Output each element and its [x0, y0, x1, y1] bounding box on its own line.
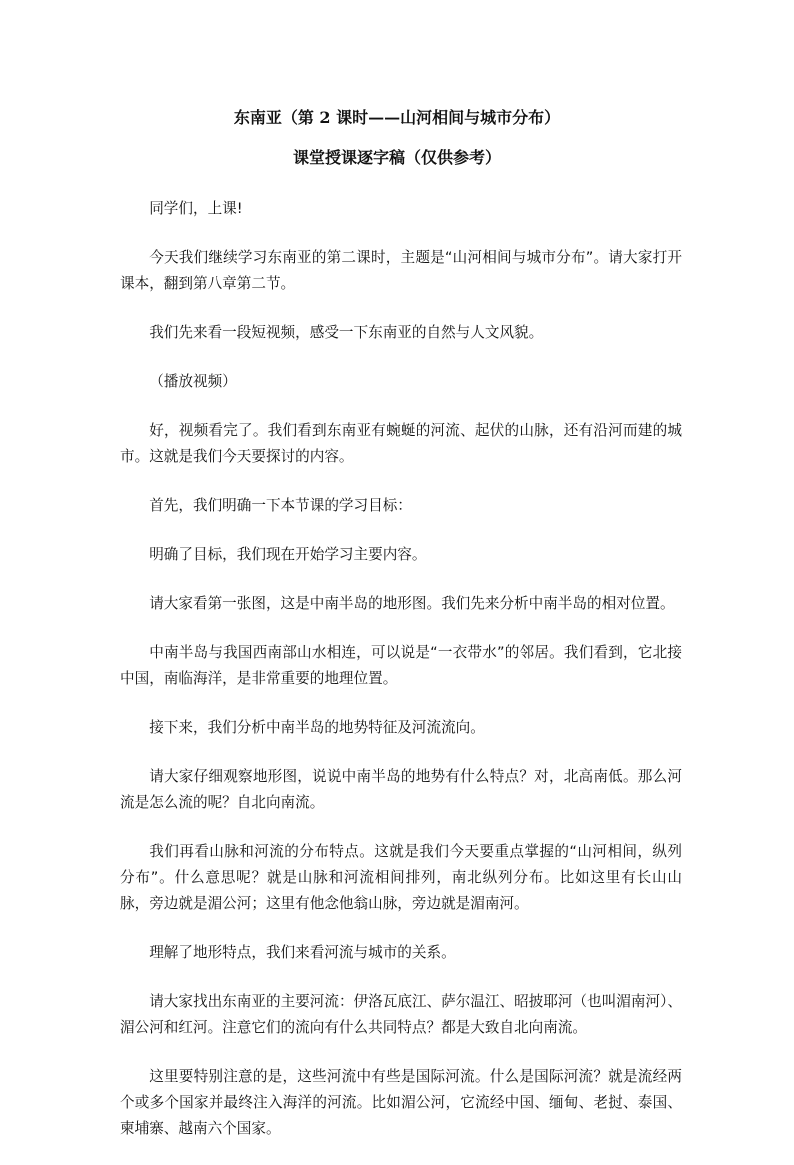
paragraph: 首先，我们明确一下本节课的学习目标：	[149, 497, 412, 514]
document-subtitle: 课堂授课逐字稿（仅供参考）	[292, 148, 501, 167]
paragraph: 请大家仔细观察地形图，说说中南半岛的地势有什么特点？对，北高南低。那么河流是怎么流的呢？自北向南流。	[120, 768, 682, 811]
paragraph: 好，视频看完了。我们看到东南亚有蜿蜒的河流、起伏的山脉，还有沿河而建的城市。这就是我们今天要探讨的内容。	[120, 422, 682, 465]
paragraph: （播放视频）	[149, 373, 237, 390]
document-body	[120, 196, 682, 1165]
paragraph: 同学们，上课!	[149, 200, 243, 217]
paragraph: 今天我们继续学习东南亚的第二课时，主题是“山河相间与城市分布”。请大家打开课本，翻到第八章第二节。	[120, 249, 682, 292]
paragraph: 中南半岛与我国西南部山水相连，可以说是“一衣带水”的邻居。我们看到，它北接中国，南临海洋，是非常重要的地理位置。	[120, 644, 682, 687]
paragraph: 我们先来看一段短视频，感受一下东南亚的自然与人文风貌。	[149, 324, 544, 341]
paragraph: 这里要特别注意的是，这些河流中有些是国际河流。什么是国际河流？就是流经两个或多个国家并最终注入海洋的河流。比如湄公河，它流经中国、缅甸、老挝、泰国、柬埔寨、越南六个国家。	[120, 1068, 682, 1137]
document-title: 东南亚（第 2 课时——山河相间与城市分布）	[233, 108, 561, 127]
paragraph: 请大家看第一张图，这是中南半岛的地形图。我们先来分析中南半岛的相对位置。	[149, 595, 675, 612]
paragraph: 明确了目标，我们现在开始学习主要内容。	[149, 546, 427, 563]
paragraph: 请大家找出东南亚的主要河流：伊洛瓦底江、萨尔温江、昭披耶河（也叫湄南河）、湄公河和红河。注意它们的流向有什么共同特点？都是大致自北向南流。	[120, 993, 682, 1036]
paragraph: 接下来，我们分析中南半岛的地势特征及河流流向。	[149, 719, 485, 736]
paragraph: 理解了地形特点，我们来看河流与城市的关系。	[149, 944, 456, 961]
paragraph: 我们再看山脉和河流的分布特点。这就是我们今天要重点掌握的“山河相间，纵列分布”。什么意思呢？就是山脉和河流相间排列，南北纵列分布。比如这里有长山山脉，旁边就是湄公河；这里有他念他翁山脉，旁边就是湄南河。	[120, 843, 682, 912]
